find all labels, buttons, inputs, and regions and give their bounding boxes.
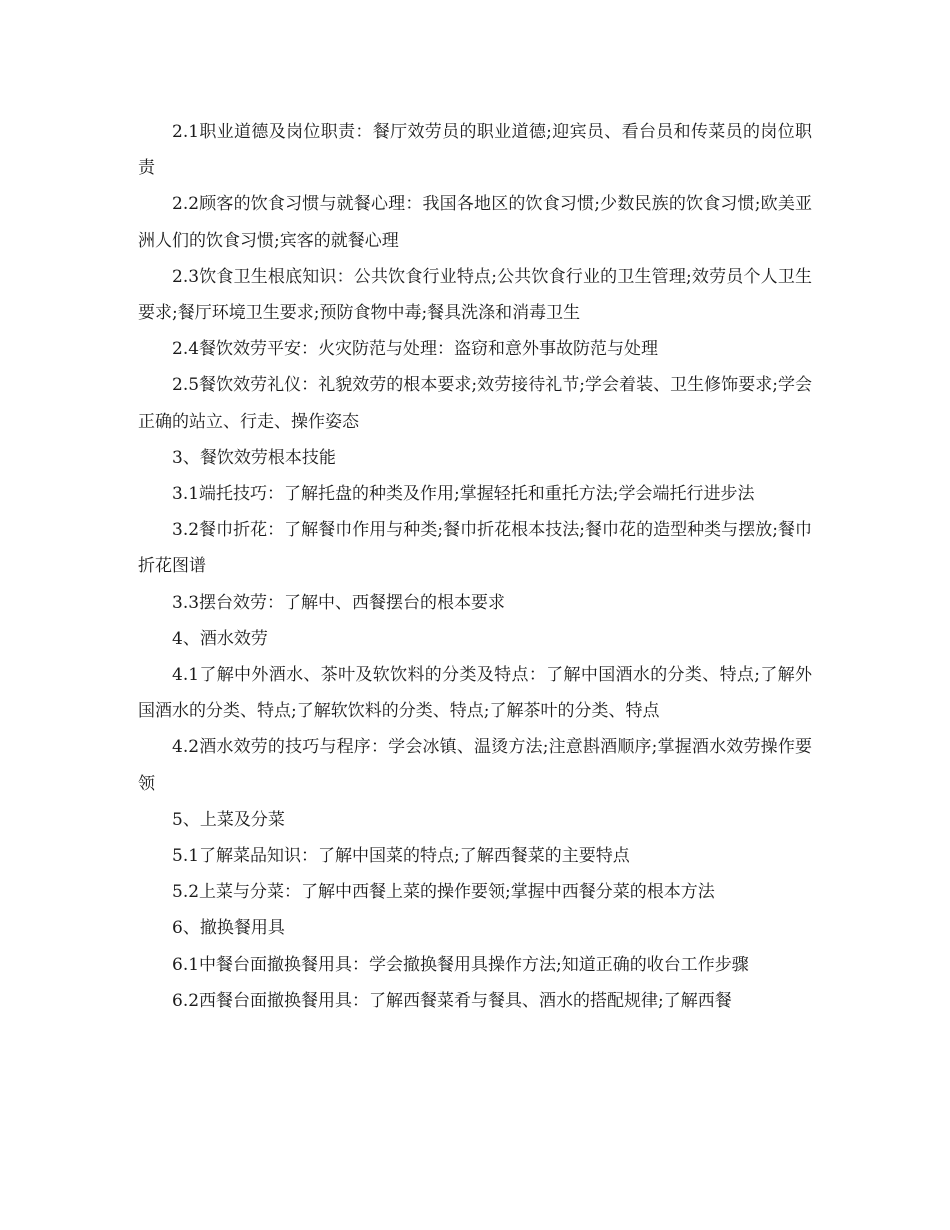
paragraph-5-2: 5.2上菜与分菜：了解中西餐上菜的操作要领;掌握中西餐分菜的根本方法	[172, 882, 715, 903]
section-heading-6: 6、撤换餐用具	[172, 918, 285, 939]
paragraph-3-2: 3.2餐巾折花：了解餐巾作用与种类;餐巾折花根本技法;餐巾花的造型种类与摆放;餐巾折花图谱	[138, 520, 812, 577]
paragraph-4-1: 4.1了解中外酒水、茶叶及软饮料的分类及特点：了解中国酒水的分类、特点;了解外国酒水的分类、特点;了解软饮料的分类、特点;了解茶叶的分类、特点	[138, 665, 812, 722]
paragraph-3-3: 3.3摆台效劳：了解中、西餐摆台的根本要求	[172, 592, 506, 613]
section-heading-5: 5、上菜及分菜	[172, 809, 285, 830]
paragraph-6-2: 6.2西餐台面撤换餐用具：了解西餐菜肴与餐具、酒水的搭配规律;了解西餐	[172, 990, 732, 1011]
paragraph-2-4: 2.4餐饮效劳平安：火灾防范与处理：盗窃和意外事故防范与处理	[172, 339, 659, 360]
paragraph-2-3: 2.3饮食卫生根底知识：公共饮食行业特点;公共饮食行业的卫生管理;效劳员个人卫生要求;餐厅环境卫生要求;预防食物中毒;餐具洗涤和消毒卫生	[138, 266, 812, 324]
paragraph-4-2: 4.2酒水效劳的技巧与程序：学会冰镇、温烫方法;注意斟酒顺序;掌握酒水效劳操作要领	[138, 737, 812, 794]
section-heading-4: 4、酒水效劳	[172, 628, 268, 649]
paragraph-2-1: 2.1职业道德及岗位职责：餐厅效劳员的职业道德;迎宾员、看台员和传菜员的岗位职责	[138, 122, 812, 179]
document-body	[138, 114, 812, 1019]
paragraph-6-1: 6.1中餐台面撤换餐用具：学会撤换餐用具操作方法;知道正确的收台工作步骤	[172, 954, 749, 975]
paragraph-2-5: 2.5餐饮效劳礼仪：礼貌效劳的根本要求;效劳接待礼节;学会着装、卫生修饰要求;学会正确的站立、行走、操作姿态	[138, 375, 812, 432]
paragraph-2-2: 2.2顾客的饮食习惯与就餐心理：我国各地区的饮食习惯;少数民族的饮食习惯;欧美亚洲人们的饮食习惯;宾客的就餐心理	[138, 194, 812, 251]
section-heading-3: 3、餐饮效劳根本技能	[172, 447, 336, 468]
paragraph-3-1: 3.1端托技巧：了解托盘的种类及作用;掌握轻托和重托方法;学会端托行进步法	[172, 484, 755, 505]
paragraph-5-1: 5.1了解菜品知识：了解中国菜的特点;了解西餐菜的主要特点	[172, 846, 630, 867]
